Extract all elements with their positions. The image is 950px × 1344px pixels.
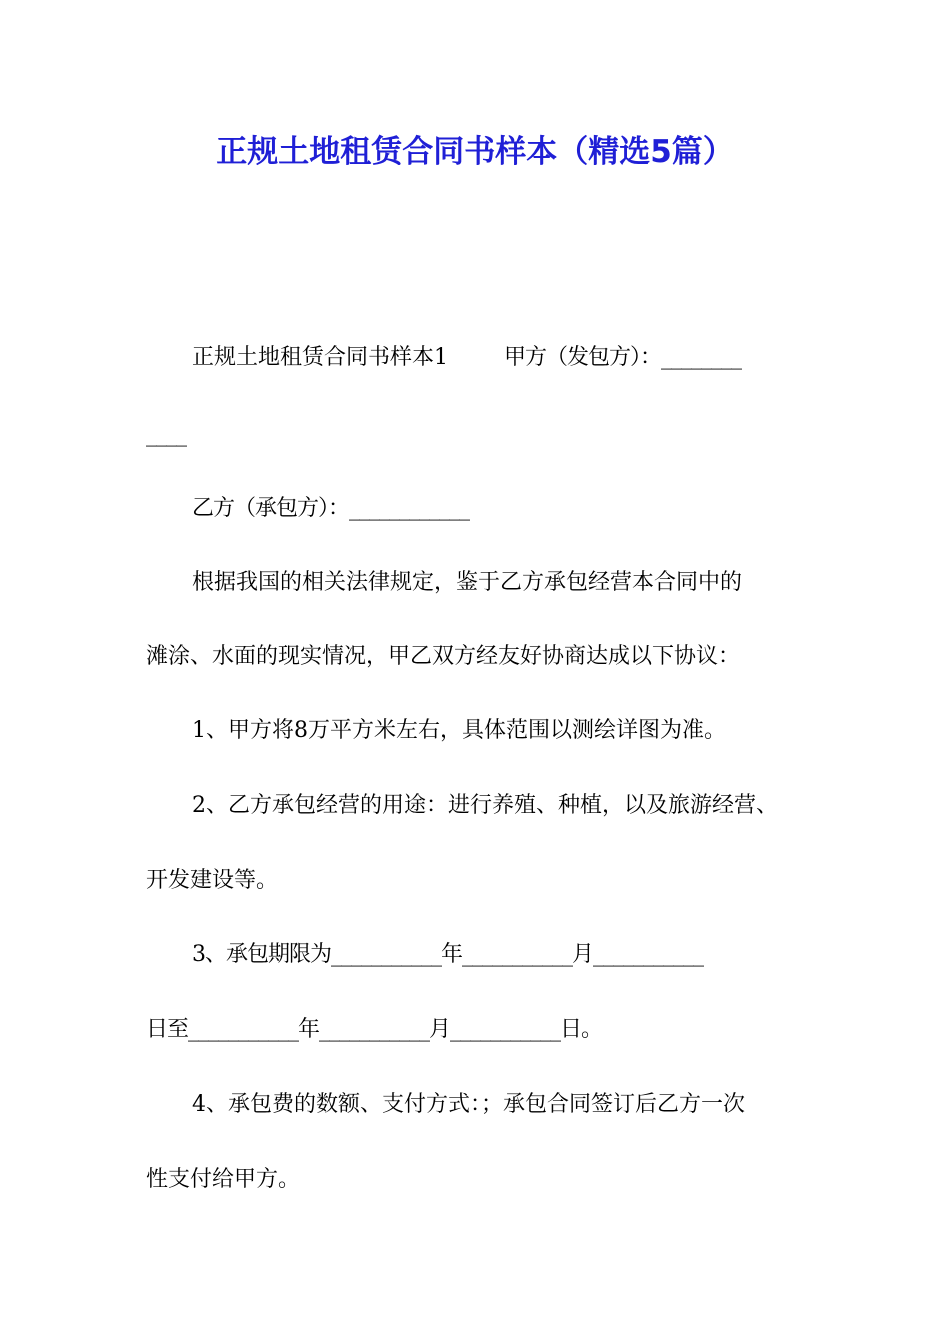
paragraph-line-2: ____ bbox=[146, 422, 186, 447]
clause-1: 1、甲方将8万平方米左右，具体范围以测绘详图为准。 bbox=[192, 718, 726, 743]
party-b-field: 乙方（承包方）：____________ bbox=[192, 496, 470, 521]
paragraph-line-4: 根据我国的相关法律规定，鉴于乙方承包经营本合同中的 bbox=[192, 570, 743, 595]
clause-3: 3、承包期限为___________年___________月___________ bbox=[192, 942, 703, 967]
clause-4: 4、承包费的数额、支付方式：；承包合同签订后乙方一次 bbox=[192, 1092, 745, 1117]
clause-2-continued: 开发建设等。 bbox=[146, 868, 279, 893]
contract-heading: 正规土地租赁合同书样本1 bbox=[192, 345, 448, 370]
paragraph-line-1 bbox=[192, 341, 741, 375]
clause-2: 2、乙方承包经营的用途：进行养殖、种植，以及旅游经营、 bbox=[192, 793, 778, 818]
clause-4-continued: 性支付给甲方。 bbox=[146, 1167, 301, 1192]
party-a-field: 甲方（发包方）：________ bbox=[504, 345, 742, 370]
clause-3-continued: 日至___________年___________月___________日。 bbox=[146, 1017, 603, 1042]
paragraph-line-5: 滩涂、水面的现实情况，甲乙双方经友好协商达成以下协议： bbox=[146, 644, 741, 669]
document-title: 正规土地租赁合同书样本（精选5篇） bbox=[216, 134, 734, 170]
